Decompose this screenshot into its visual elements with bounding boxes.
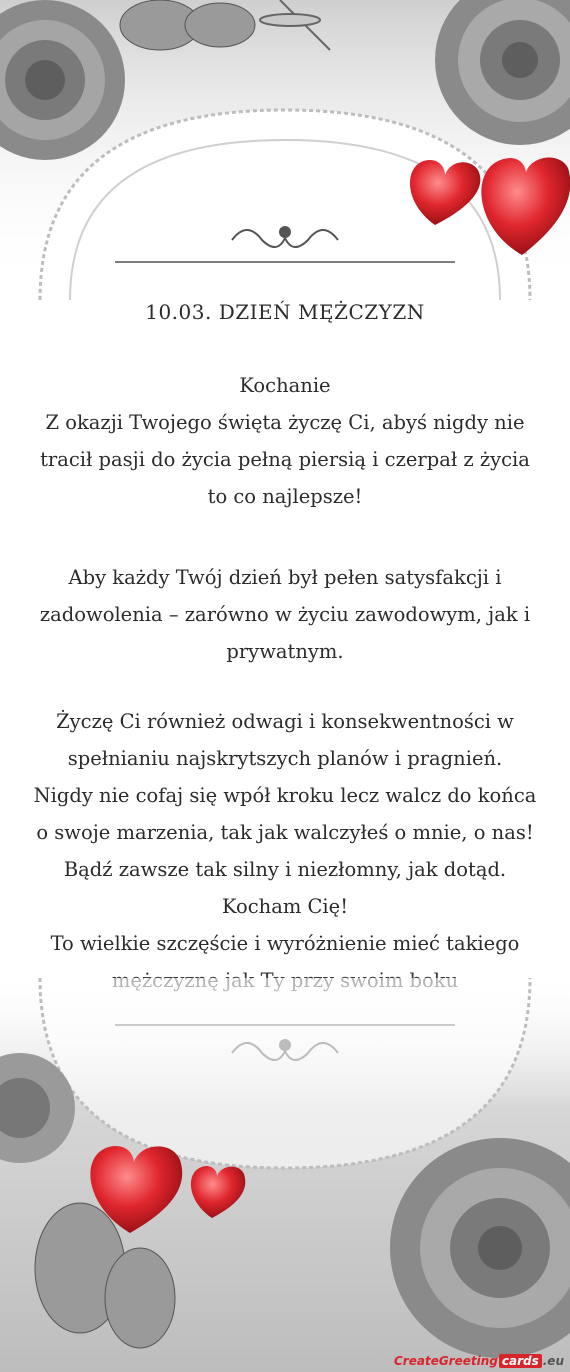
brand-logo <box>394 1354 564 1368</box>
paragraph-2 <box>20 559 550 670</box>
logo-text: cards <box>499 1354 542 1368</box>
text-line: spełnianiu najskrytszych planów i pragnień. <box>67 747 503 770</box>
text-line: to co najlepsze! <box>207 485 363 508</box>
logo-text: CreateGreeting <box>394 1354 498 1368</box>
paragraph-3 <box>20 703 550 999</box>
text-line: Kocham Cię! <box>221 895 349 918</box>
bottom-floral-decoration <box>0 968 570 1372</box>
text-line: prywatnym. <box>226 640 344 663</box>
top-floral-decoration <box>0 0 570 320</box>
text-line: To wielkie szczęście i wyróżnienie mieć takiego <box>50 932 520 955</box>
text-line: tracił pasji do życia pełną piersią i czerpał z życia <box>40 448 530 471</box>
text-line: Życzę Ci również odwagi i konsekwentności w <box>56 710 514 733</box>
logo-text: .eu <box>542 1354 564 1368</box>
text-line: o swoje marzenia, tak jak walczyłeś o mnie, o nas! <box>36 821 534 844</box>
text-line: Aby każdy Twój dzień był pełen satysfakcji i <box>68 566 502 589</box>
text-line: Bądź zawsze tak silny i niezłomny, jak dotąd. <box>63 858 507 881</box>
butterfly-icon <box>120 0 255 50</box>
text-line: Kochanie <box>239 374 331 397</box>
paragraph-1 <box>20 367 550 515</box>
card-title: 10.03. DZIEŃ MĘŻCZYZN <box>145 300 425 324</box>
text-line: Z okazji Twojego święta życzę Ci, abyś nigdy nie <box>45 411 525 434</box>
text-line: zadowolenia – zarówno w życiu zawodowym, jak i <box>39 603 531 626</box>
text-line: Nigdy nie cofaj się wpół kroku lecz walcz do końca <box>33 784 537 807</box>
